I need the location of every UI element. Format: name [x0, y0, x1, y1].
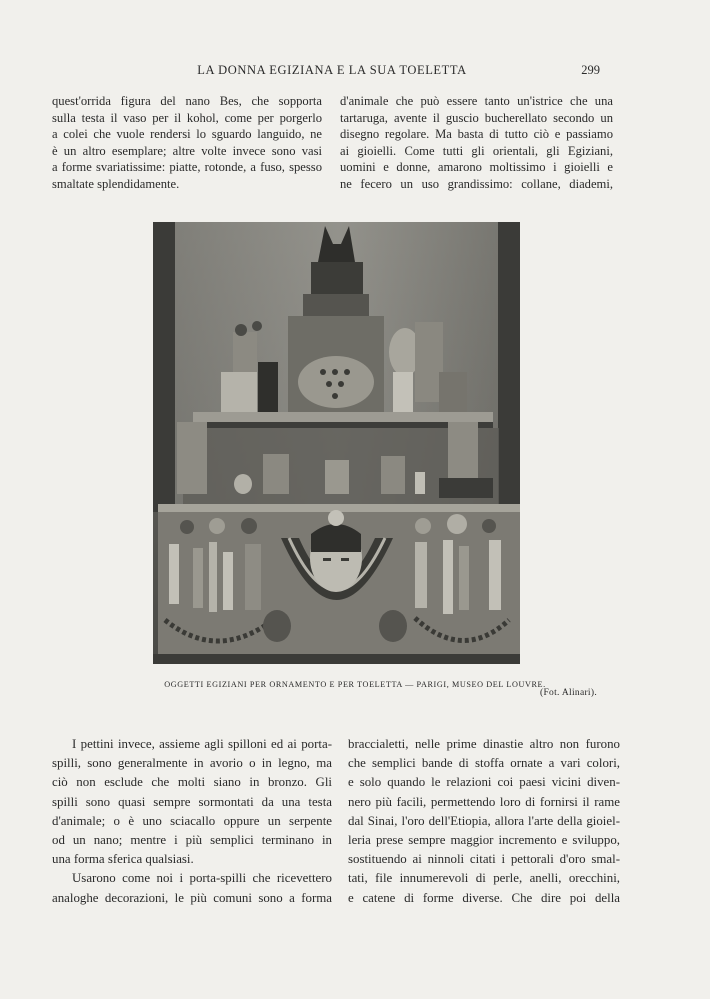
photo-credit: (Fot. Alinari). [540, 688, 598, 698]
top-left-column [52, 93, 322, 192]
top-right-column [340, 93, 613, 192]
text-line: I pettini invece, assieme agli spilloni ed ai porta- [72, 737, 332, 751]
text-line: sostituendo ai ninnoli citati i pettorali d'oro smal- [348, 852, 620, 867]
text-line: spilli, sono generalmente in avorio o in legno, ma [52, 756, 332, 771]
text-line: spilli sono quasi sempre sormontati da una testa [52, 794, 332, 809]
text-line: tati, file innumerevoli di perle, anelli, orecchini, [348, 871, 620, 886]
text-line: od un nano; mentre i più semplici terminano in [52, 833, 332, 848]
bottom-right-column [348, 735, 620, 908]
text-line: ciò non esclude che molti siano in bronzo. Gli [52, 775, 332, 790]
bottom-left-column [52, 735, 332, 908]
text-line: sulla testa il vaso per il kohol, come per porgerlo [52, 110, 322, 125]
text-line: smaltate splendidamente. [52, 176, 180, 191]
text-line: tartaruga, avente il guscio bucherellato secondo un [340, 110, 613, 125]
text-line: una forma sferica qualsiasi. [52, 852, 194, 867]
text-line: e solo quando le relazioni coi paesi vicini diven- [348, 775, 620, 790]
figure-caption: OGGETTI EGIZIANI PER ORNAMENTO E PER TOELETTA — PARIGI, MUSEO DEL LOUVRE. [164, 680, 546, 689]
text-line: e catene di forme diverse. Che dire poi della [348, 890, 620, 905]
text-line: a forme svariatissime: piatte, rotonde, a fuso, spesso [52, 160, 322, 174]
text-line: uomini e donne, amarono moltissimo i gioielli e [340, 160, 613, 174]
photo-illustration [153, 222, 520, 664]
text-line: braccialetti, nelle prime dinastie altro non furono [348, 737, 620, 751]
text-line: leria prese sempre maggior incremento e sviluppo, [348, 833, 620, 848]
running-title: LA DONNA EGIZIANA E LA SUA TOELETTA [197, 63, 467, 77]
text-line: dal Sinai, l'oro dell'Etiopia, allora l'arte della gioiel- [348, 813, 620, 828]
text-line: analoghe decorazioni, le più comuni sono a forma [52, 890, 332, 905]
page-number: 299 [581, 63, 600, 77]
text-line: che semplici bande di stoffa ornate a vari colori, [348, 756, 620, 771]
museum-display-photo [153, 222, 520, 664]
text-line: nero più facili, permettendo loro di fornirsi il rame [348, 794, 620, 809]
text-line: a colei che vuole rendersi lo sguardo languido, ne [52, 127, 322, 141]
running-head [52, 63, 612, 83]
text-line: Usarono come noi i porta-spilli che ricevettero [72, 871, 332, 886]
text-line: è un altro esemplare; altre volte invece sono vasi [52, 143, 322, 158]
text-line: quest'orrida figura del nano Bes, che sopporta [52, 94, 322, 108]
text-line: ai gioielli. Come tutti gli orientali, gli Egiziani, [340, 143, 613, 158]
text-line: d'animale; o è uno sciacallo oppure un serpente [52, 813, 332, 828]
text-line: ne fecero un uso grandissimo: collane, diademi, [340, 176, 613, 191]
text-line: disegno regolare. Ma basta di tutto ciò e passiamo [340, 127, 613, 141]
text-line: d'animale che può essere tanto un'istrice che una [340, 94, 613, 108]
